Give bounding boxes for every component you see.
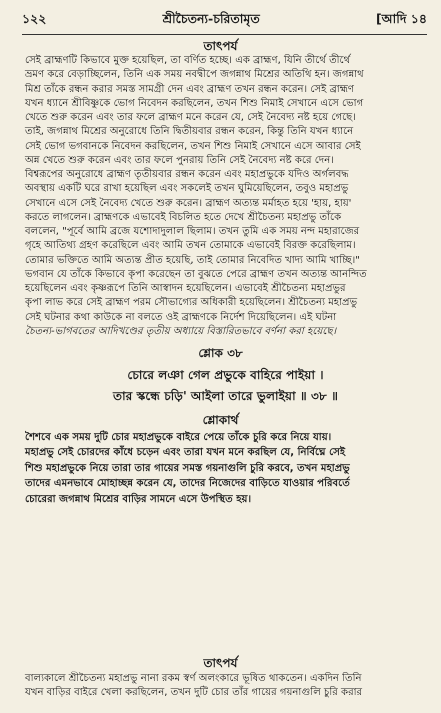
page-number: ১২২	[22, 11, 47, 26]
purport-heading-2: তাৎপর্য	[203, 656, 238, 670]
purport-paragraph	[25, 54, 427, 339]
text-line: শৈশবে এক সময় দুটি চোর মহাপ্রভুকে বাইরে পেয়ে তাঁকে চুরি করে নিয়ে যায়।	[25, 432, 332, 443]
text-line: মিশ্র তাঁকে রন্ধন করার সমস্ত সামগ্রী দেন এবং ব্রাহ্মণ তখন রন্ধন করেন। সেই ব্রাহ্মণ	[25, 83, 355, 95]
purport-heading: তাৎপর্য	[203, 39, 238, 53]
verse-text	[30, 365, 421, 407]
text-line: সেই ঘটনার কথা কাউকে না বলতে ওই ব্রাহ্মণকে নির্দেশ দিয়েছিলেন। এই ঘটনা	[25, 311, 337, 323]
text-line: অন্ন খেতে শুরু করেন এবং তার ফলে পুনরায় তিনি সেই নৈবেদ্য নষ্ট করে দেন।	[25, 154, 334, 166]
text-line: তোমার ভক্তিতে আমি অত্যন্ত প্রীত হয়েছি, তাই তোমার নিবেদিত খাদ্য আমি খাচ্ছি।"	[25, 254, 360, 266]
purport-paragraph-2	[25, 672, 427, 701]
text-line: করতে লাগলেন। ব্রাহ্মণকে এভাবেই বিচলিত হতে দেখে শ্রীচৈতন্য মহাপ্রভু তাঁকে	[25, 211, 342, 223]
text-line: অবস্থায় একটি ঘরে রাখা হয়েছিল এবং সকলেই তখন ঘুমিয়েছিলেন, তবুও মহাপ্রভু	[25, 183, 349, 195]
text-line: কৃপা লাভ করে সেই ব্রাহ্মণ পরম সৌভাগ্যের অধিকারী হয়েছিলেন। শ্রীচৈতন্য মহাপ্রভু	[25, 297, 358, 309]
text-line: গৃহে আতিথ্য গ্রহণ করেছিলে এবং আমি তখন তোমাকে এভাবেই বিরক্ত করেছিলাম।	[25, 240, 356, 252]
text-line: বললেন, "পূর্বে আমি ব্রজে যশোদাদুলাল ছিলাম। তখন তুমি এক সময় নন্দ মহারাজের	[25, 226, 360, 237]
translation-heading: শ্লোকার্থ	[202, 413, 239, 427]
text-line: চৈতন্য-ভাগবতের আদিখণ্ডের তৃতীয় অধ্যায়ে বিস্তারিতভাবে বর্ণনা করা হয়েছে।	[25, 325, 337, 337]
text-line: সেখানে এসে সেই নৈবেদ্য খেতে শুরু করেন। ব্রাহ্মণ অত্যন্ত মর্মাহত হয়ে 'হায়, হায়'	[25, 197, 352, 209]
header-divider	[22, 34, 427, 35]
text-line: ভ্রমণ করে বেড়াচ্ছিলেন, তিনি এক সময় নবদ্বীপে জগন্নাথ মিশ্রের অতিথি হন। জগন্নাথ	[25, 69, 364, 81]
text-line: যখন ধ্যানে শ্রীবিষ্ণুকে ভোগ নিবেদন করছিলেন, তখন শিশু নিমাই সেখানে এসে ভোগ	[25, 97, 364, 109]
text-line: সেই ভোগ ভগবানকে নিবেদন করছিলেন, তখন শিশু নিমাই সেখানে এসে আবার সেই	[25, 140, 361, 152]
verse-line: তার স্কন্ধে চড়ি' আইলা তারে ভুলাইয়া ॥ ৩৮ ॥	[113, 389, 338, 403]
verse-number: শ্লোক ৩৮	[198, 346, 243, 360]
text-line: মহাপ্রভু সেই চোরদের কাঁধে চড়েন এবং তারা যখন মনে করছিল যে, নির্বিঘ্নে সেই	[25, 447, 346, 459]
text-line: চোরেরা জগন্নাথ মিশ্রের বাড়ির সামনে এসে উপস্থিত হয়।	[25, 493, 252, 505]
text-line: খেতে শুরু করেন এবং তার ফলে ব্রাহ্মণ মনে করেন যে, সেই নৈবেদ্য নষ্ট হয়ে গেছে।	[25, 112, 356, 123]
book-title: শ্রীচৈতন্য-চরিতামৃত	[162, 11, 260, 26]
text-line: তাদের এমনভাবে মোহাচ্ছন্ন করেন যে, তাদের নিজেদের বাড়িতে যাওয়ার পরিবর্তে	[25, 478, 350, 490]
text-line: বাল্যকালে শ্রীচৈতন্য মহাপ্রভু নানা রকম স্বর্ণ অলংকারে ভূষিত থাকতেন। একদিন তিনি	[25, 673, 362, 684]
text-line: যখন বাড়ির বাইরে খেলা করছিলেন, তখন দুটি চোর তাঁর গায়ের গয়নাগুলি চুরি করার	[25, 687, 363, 699]
text-line: বিশ্বরূপের অনুরোধে ব্রাহ্মণ তৃতীয়বার রন্ধন করেন এবং মহাপ্রভুকে যদিও অর্গলবদ্ধ	[25, 169, 349, 180]
text-line: হয়েছিলেন এবং কৃষ্ণরূপে তিনি আস্বাদন হয়েছিলেন। এভাবেই শ্রীচৈতন্য মহাপ্রভুর	[25, 283, 346, 294]
text-line: তাই, জগন্নাথ মিশ্রের অনুরোধে তিনি দ্বিতীয়বার রন্ধন করেন, কিন্তু তিনি যখন ধ্যানে	[25, 126, 354, 138]
translation-paragraph	[25, 430, 427, 507]
text-line: শিশু মহাপ্রভুকে নিয়ে তারা তার গায়ের সমস্ত গয়নাগুলি চুরি করবে, তখন মহাপ্রভু	[25, 462, 350, 474]
chapter-reference: [আদি ১৪	[375, 11, 427, 26]
text-line: ভগবান যে তাঁকে কিভাবে কৃপা করেছেন তা বুঝতে পেরে ব্রাহ্মণ তখন অত্যন্ত আনন্দিত	[25, 268, 367, 280]
verse-line: চোরে লঞা গেল প্রভুকে বাহিরে পাইয়া ।	[127, 368, 324, 382]
text-line: সেই ব্রাহ্মণটি কিভাবে মুক্ত হয়েছিল, তা বর্ণিত হচ্ছে। এক ব্রাহ্মণ, যিনি তীর্থে তীর্থে	[25, 55, 351, 66]
page-header	[22, 10, 427, 32]
